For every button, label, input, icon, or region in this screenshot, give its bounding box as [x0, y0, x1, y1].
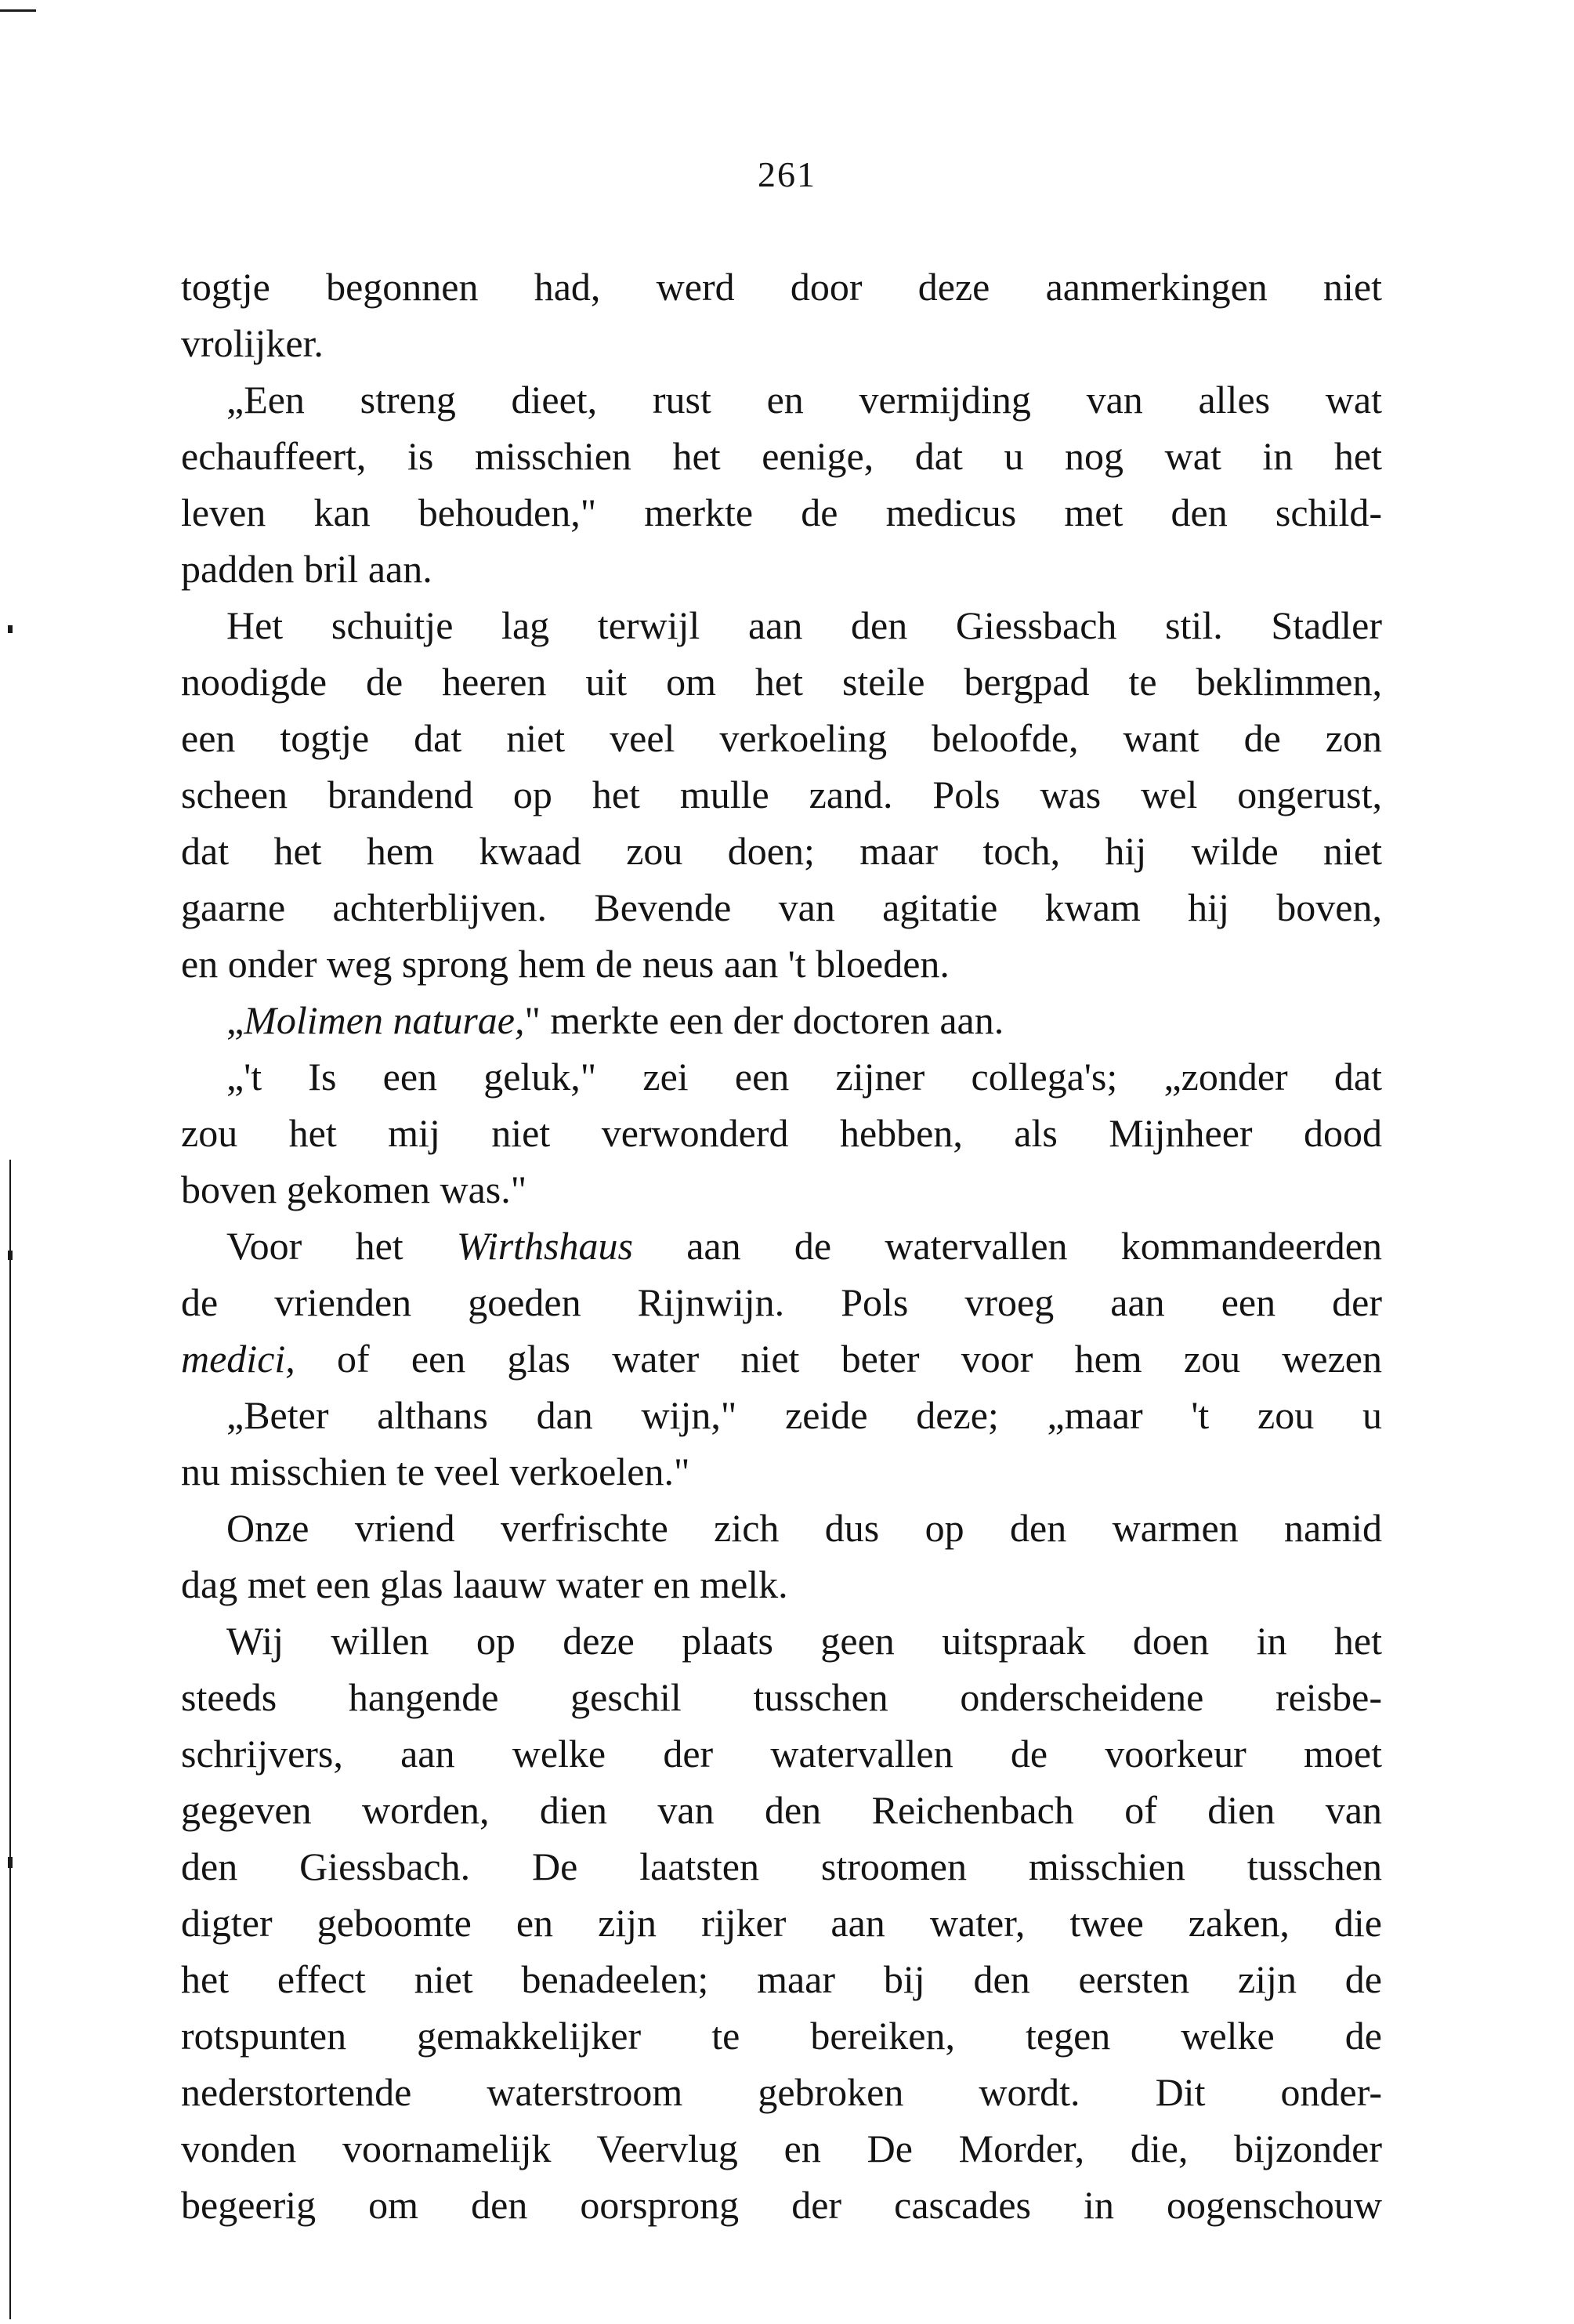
- text-line: scheen brandend op het mulle zand. Pols was wel ongerust,: [181, 773, 1382, 816]
- text-line: „'t Is een geluk," zei een zijner collega's; „zonder dat: [226, 1055, 1382, 1099]
- text-line: digter geboomte en zijn rijker aan water, twee zaken, die: [181, 1901, 1382, 1945]
- line-rest: aan de watervallen kommandeerden: [632, 1224, 1382, 1268]
- text-line: en onder weg sprong hem de neus aan 't bloeden.: [181, 942, 950, 986]
- text-line: nu misschien te veel verkoelen.": [181, 1450, 690, 1493]
- text-line: de vrienden goeden Rijnwijn. Pols vroeg aan een der: [181, 1280, 1382, 1324]
- text-line: [181, 997, 1382, 1044]
- text-line: zou het mij niet verwonderd hebben, als Mijnheer dood: [181, 1111, 1382, 1155]
- text-line: begeerig om den oorsprong der cascades in oogenschouw: [181, 2183, 1382, 2227]
- text-line: nederstortende waterstroom gebroken wordt. Dit onder-: [181, 2070, 1382, 2114]
- text-line: leven kan behouden," merkte de medicus met den schild-: [181, 491, 1382, 534]
- page-number: 261: [758, 154, 816, 194]
- italic-phrase: Molimen naturae,: [244, 998, 525, 1042]
- text-line: steeds hangende geschil tusschen onderscheidene reisbe-: [181, 1675, 1382, 1719]
- text-line: rotspunten gemakkelijker te bereiken, tegen welke de: [181, 2014, 1382, 2058]
- line-rest: " merkte een der doctoren aan.: [524, 998, 1004, 1042]
- scan-edge-mark-1: [8, 625, 13, 633]
- text-line: dat het hem kwaad zou doen; maar toch, hij wilde niet: [181, 829, 1382, 873]
- text-line: Wij willen op deze plaats geen uitspraak doen in het: [226, 1619, 1382, 1663]
- text-line: gaarne achterblijven. Bevende van agitatie kwam hij boven,: [181, 885, 1382, 929]
- text-line: „Een streng dieet, rust en vermijding van alles wat: [226, 378, 1382, 422]
- italic-phrase: Wirthshaus: [456, 1224, 633, 1268]
- text-line: echauffeert, is misschien het eenige, dat u nog wat in het: [181, 434, 1382, 478]
- text-line: gegeven worden, dien van den Reichenbach of dien van: [181, 1788, 1382, 1832]
- text-line: een togtje dat niet veel verkoeling beloofde, want de zon: [181, 716, 1382, 760]
- scan-edge-mark-top: [0, 9, 36, 12]
- line-rest: of een glas water niet beter voor hem zou wezen: [295, 1337, 1382, 1381]
- text-line: vonden voornamelijk Veervlug en De Morder, die, bijzonder: [181, 2127, 1382, 2170]
- text-line: den Giessbach. De laatsten stroomen misschien tusschen: [181, 1844, 1382, 1888]
- text-line: vrolijker.: [181, 321, 324, 365]
- text-line: [181, 1222, 1382, 1269]
- text-line: [181, 1335, 1382, 1382]
- line-pre: Voor het: [226, 1224, 457, 1268]
- text-line: Het schuitje lag terwijl aan den Giessbach stil. Stadler: [226, 603, 1382, 647]
- text-line: dag met een glas laauw water en melk.: [181, 1562, 788, 1606]
- italic-phrase: medici,: [181, 1337, 295, 1381]
- text-line: „Beter althans dan wijn," zeide deze; „maar 't zou u: [226, 1393, 1382, 1437]
- text-line: het effect niet benadeelen; maar bij den eersten zijn de: [181, 1957, 1382, 2001]
- text-line: Onze vriend verfrischte zich dus op den warmen namid: [226, 1506, 1382, 1550]
- text-line: noodigde de heeren uit om het steile bergpad te beklimmen,: [181, 660, 1382, 704]
- text-line: togtje begonnen had, werd door deze aanmerkingen niet: [181, 265, 1382, 309]
- text-line: padden bril aan.: [181, 547, 432, 591]
- quote-open: „: [226, 998, 244, 1042]
- text-line: boven gekomen was.": [181, 1167, 527, 1211]
- text-line: schrijvers, aan welke der watervallen de voorkeur moet: [181, 1732, 1382, 1776]
- scan-edge-line: [9, 1160, 11, 2319]
